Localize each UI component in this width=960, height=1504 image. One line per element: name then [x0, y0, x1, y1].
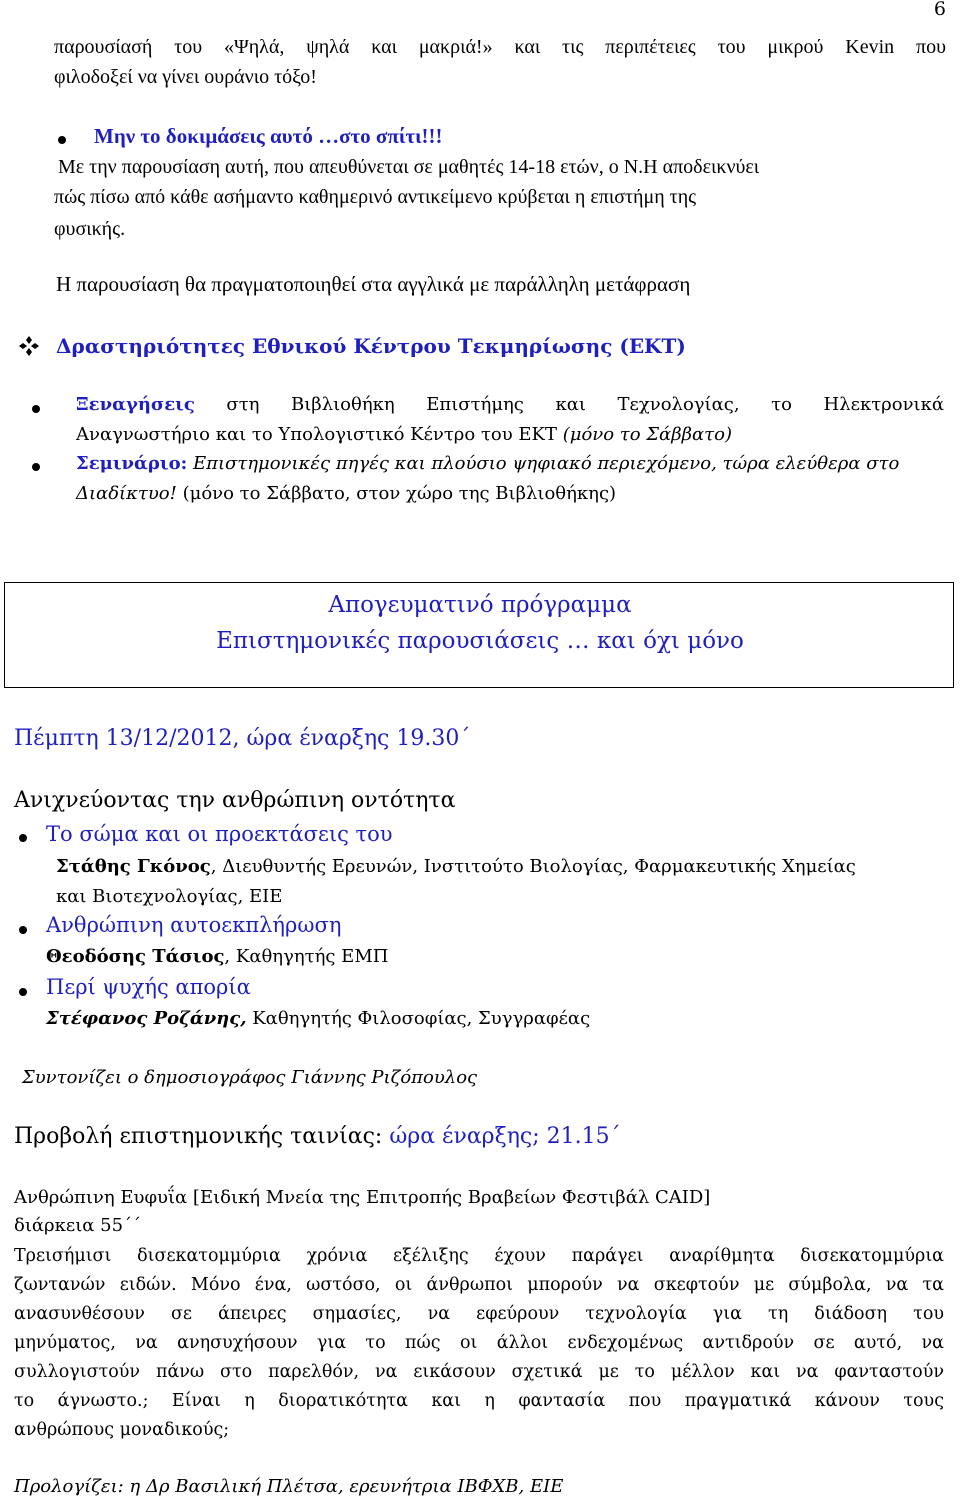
talk-2-title: Ανθρώπινη αυτοεκπλήρωση [46, 913, 342, 937]
film-desc-line-7: ανθρώπους μοναδικούς; [14, 1420, 230, 1440]
experiment-line-2: πώς πίσω από κάθε ασήμαντο καθημερινό αντικείμενο κρύβεται η επιστήμη της [54, 186, 697, 208]
film-desc-line-1: Τρεισήμισι δισεκατομμύρια χρόνια εξέλιξης έχουν παράγει αναρίθμητα δισεκατομμύρια [14, 1246, 944, 1266]
tours-line-2: Αναγνωστήριο και το Υπολογιστικό Κέντρο του ΕΚΤ (μόνο το Σάββατο) [76, 424, 732, 445]
film-desc-line-2: ζωντανών ειδών. Μόνο ένα, ωστόσο, οι άνθρωποι μπορούν να σκεφτούν με σύμβολα, να τα [14, 1275, 944, 1295]
talk-1-title: Το σώμα και οι προεκτάσεις του [46, 822, 393, 846]
bullet-icon [32, 405, 40, 413]
session-title: Ανιχνεύοντας την ανθρώπινη οντότητα [14, 788, 456, 813]
experiment-language-note: Η παρουσίαση θα πραγματοποιηθεί στα αγγλικά με παράλληλη μετάφραση [56, 272, 691, 296]
tours-label: Ξεναγήσεις [76, 394, 195, 415]
talk-2-speaker: Θεοδόσης Τάσιος [46, 946, 225, 967]
talk-3-speaker-line: Στέφανος Ροζάνης, Καθηγητής Φιλοσοφίας, Συγγραφέας [46, 1008, 591, 1029]
seminar-line-2: Διαδίκτυο! (μόνο το Σάββατο, στον χώρο της Βιβλιοθήκης) [76, 483, 617, 504]
talk-3-title: Περί ψυχής απορία [46, 975, 251, 999]
film-title-line-2: διάρκεια 55΄΄ [14, 1215, 142, 1236]
seminar-label: Σεμινάριο: [76, 453, 188, 474]
talk-1-speaker-line: Στάθης Γκόνος, Διευθυντής Ερευνών, Ινστιτούτο Βιολογίας, Φαρμακευτικής Χημείας [56, 856, 856, 877]
bullet-icon [32, 463, 40, 471]
program-subtitle: Επιστημονικές παρουσιάσεις … και όχι μόνο [216, 628, 744, 654]
moderator: Συντονίζει ο δημοσιογράφος Γιάννης Ριζόπουλος [22, 1067, 478, 1088]
diamond-bullet-icon [18, 335, 40, 357]
bullet-icon [19, 834, 27, 842]
film-desc-line-6: το άγνωστο.; Είναι η διορατικότητα και η φαντασία που πραγματικά κάνουν τους [14, 1391, 944, 1411]
talk-3-speaker: Στέφανος Ροζάνης, [46, 1008, 247, 1029]
film-heading: Προβολή επιστημονικής ταινίας: [14, 1124, 383, 1149]
ekt-heading: Δραστηριότητες Εθνικού Κέντρου Τεκμηρίωσης (ΕΚΤ) [56, 334, 686, 358]
tours-line-1: Ξεναγήσεις στη Βιβλιοθήκη Επιστήμης και Τεχνολογίας, το Ηλεκτρονικά [76, 394, 944, 415]
film-desc-line-5: συλλογιστούν πάνω στο παρελθόν, να εικάσουν σχετικά με το μέλλον και να φανταστούν [14, 1362, 944, 1382]
program-title: Απογευματινό πρόγραμμα [328, 592, 632, 618]
intro-line-1: παρουσίασή του «Ψηλά, ψηλά και μακριά!» και τις περιπέτειες του μικρού Kevin που [54, 36, 946, 58]
bullet-icon [58, 136, 66, 144]
film-time: ώρα έναρξης; 21.15΄ [389, 1124, 621, 1149]
talk-1-speaker: Στάθης Γκόνος [56, 856, 211, 877]
seminar-line-1: Σεμινάριο: Επιστημονικές πηγές και πλούσιο ψηφιακό περιεχόμενο, τώρα ελεύθερα στο [76, 453, 900, 474]
talk-1-role-line-2: και Βιοτεχνολογίας, ΕΙΕ [56, 886, 283, 907]
film-desc-line-4: μηνύματος, να ανησυχήσουν για το πώς οι άλλοι ενδεχομένως αντιδρούν σε αυτό, να [14, 1333, 944, 1353]
thursday-heading: Πέμπτη 13/12/2012, ώρα έναρξης 19.30΄ [14, 726, 471, 751]
talk-2-speaker-line: Θεοδόσης Τάσιος, Καθηγητής ΕΜΠ [46, 946, 389, 967]
film-heading-line [14, 1124, 621, 1149]
bullet-icon [19, 988, 27, 996]
film-desc-line-3: ανασυνθέσουν σε άπειρες σημασίες, να εφεύρουν τεχνολογία για τη διάδοση του [14, 1304, 944, 1324]
page-number: 6 [933, 0, 946, 20]
experiment-line-1: Με την παρουσίαση αυτή, που απευθύνεται σε μαθητές 14-18 ετών, ο Ν.Η αποδεικνύει [58, 156, 760, 178]
experiment-title: Μην το δοκιμάσεις αυτό …στο σπίτι!!! [94, 124, 443, 148]
intro-line-2: φιλοδοξεί να γίνει ουράνιο τόξο! [54, 66, 317, 88]
experiment-line-3: φυσικής. [54, 218, 126, 240]
bullet-icon [19, 926, 27, 934]
film-title-line-1: Ανθρώπινη Ευφυΐα [Ειδική Μνεία της Επιτροπής Βραβείων Φεστιβάλ CAID] [14, 1187, 711, 1208]
film-introduced-by: Προλογίζει: η Δρ Βασιλική Πλέτσα, ερευνήτρια ΙΒΦΧΒ, ΕΙΕ [14, 1476, 564, 1497]
